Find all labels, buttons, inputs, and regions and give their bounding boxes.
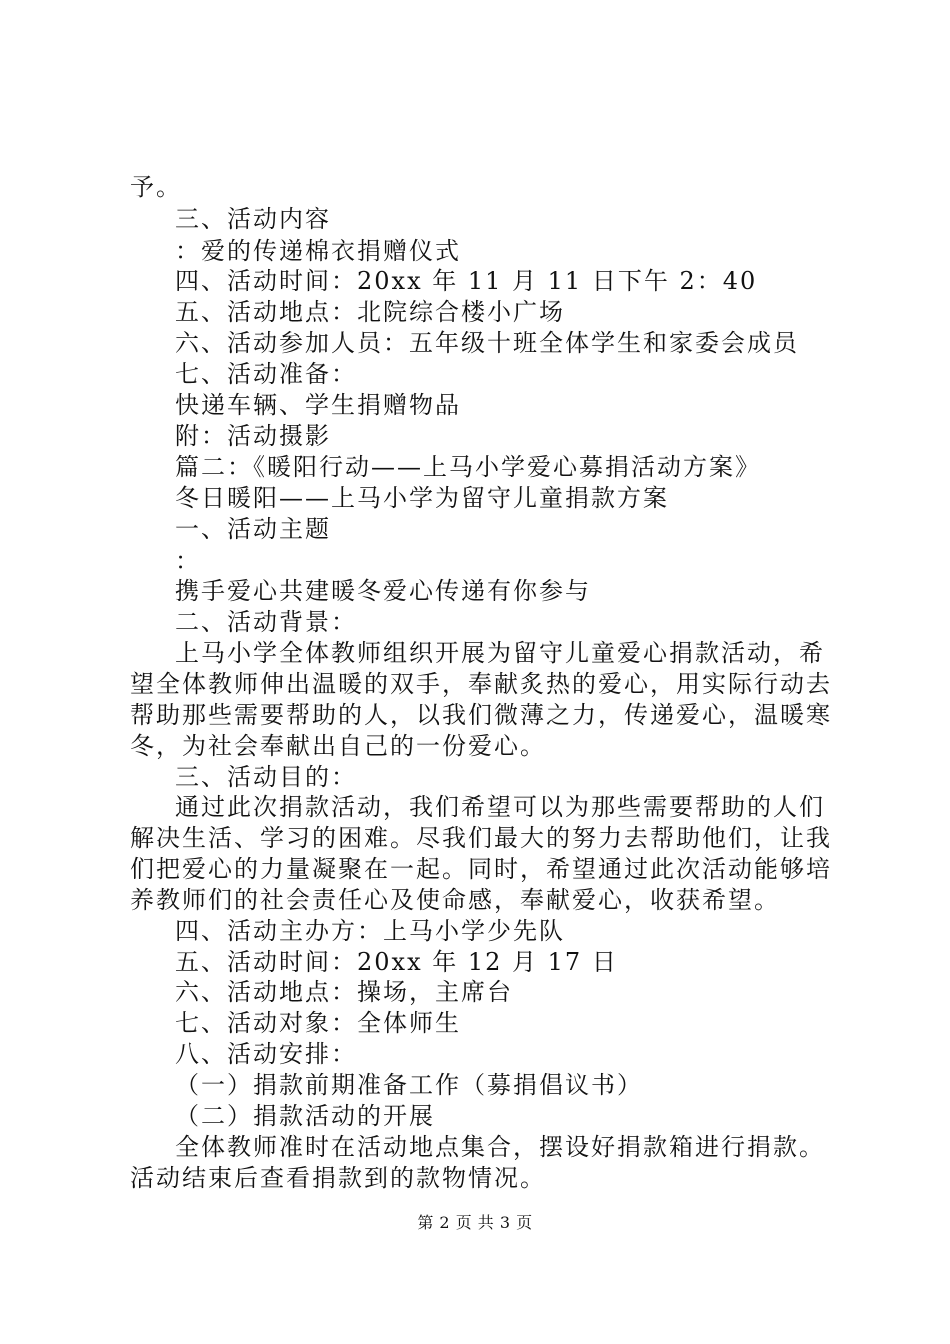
text-line: 望全体教师伸出温暖的双手，奉献炙热的爱心，用实际行动去 — [130, 670, 832, 698]
text-line: 帮助那些需要帮助的人，以我们微薄之力，传递爱心，温暖寒 — [130, 701, 832, 729]
page-footer: 第 2 页 共 3 页 — [417, 1213, 533, 1232]
text-line: 予。 — [130, 173, 182, 201]
text-line: 四、活动主办方：上马小学少先队 — [175, 917, 565, 945]
text-line: 活动结束后查看捐款到的款物情况。 — [130, 1164, 546, 1192]
text-line: 冬，为社会奉献出自己的一份爱心。 — [130, 732, 546, 760]
text-line: 六、活动地点：操场，主席台 — [175, 978, 513, 1006]
text-line: 三、活动目的： — [175, 763, 357, 791]
text-line: 二、活动背景： — [175, 608, 357, 636]
text-line: 们把爱心的力量凝聚在一起。同时，希望通过此次活动能够培 — [130, 855, 832, 883]
text-line: 三、活动内容 — [175, 205, 331, 233]
text-line: 附：活动摄影 — [175, 422, 331, 450]
text-line: 解决生活、学习的困难。尽我们最大的努力去帮助他们，让我 — [130, 824, 832, 852]
text-line: 六、活动参加人员：五年级十班全体学生和家委会成员 — [175, 329, 799, 357]
text-line: 通过此次捐款活动，我们希望可以为那些需要帮助的人们 — [175, 793, 825, 821]
text-line: 携手爱心共建暖冬爱心传递有你参与 — [175, 577, 591, 605]
text-line: 七、活动对象：全体师生 — [175, 1009, 461, 1037]
text-line: ： — [175, 547, 201, 575]
text-line: ：爱的传递棉衣捐赠仪式 — [175, 237, 461, 265]
text-line: 养教师们的社会责任心及使命感，奉献爱心，收获希望。 — [130, 886, 780, 914]
text-line: （二）捐款活动的开展 — [175, 1102, 435, 1130]
text-line: 七、活动准备： — [175, 360, 357, 388]
text-line: 五、活动地点：北院综合楼小广场 — [175, 298, 565, 326]
text-line: 上马小学全体教师组织开展为留守儿童爱心捐款活动，希 — [175, 639, 825, 667]
text-line: 四、活动时间：20xx 年 11 月 11 日下午 2：40 — [175, 267, 758, 295]
text-line: 篇二：《暖阳行动——上马小学爱心募捐活动方案》 — [175, 453, 761, 481]
text-line: 八、活动安排： — [175, 1040, 357, 1068]
text-line: 五、活动时间：20xx 年 12 月 17 日 — [175, 948, 618, 976]
text-line: 全体教师准时在活动地点集合，摆设好捐款箱进行捐款。 — [175, 1133, 825, 1161]
text-line: 冬日暖阳——上马小学为留守儿童捐款方案 — [175, 484, 669, 512]
text-line: （一）捐款前期准备工作（募捐倡议书） — [175, 1071, 643, 1099]
text-line: 一、活动主题 — [175, 515, 331, 543]
text-line: 快递车辆、学生捐赠物品 — [175, 391, 461, 419]
